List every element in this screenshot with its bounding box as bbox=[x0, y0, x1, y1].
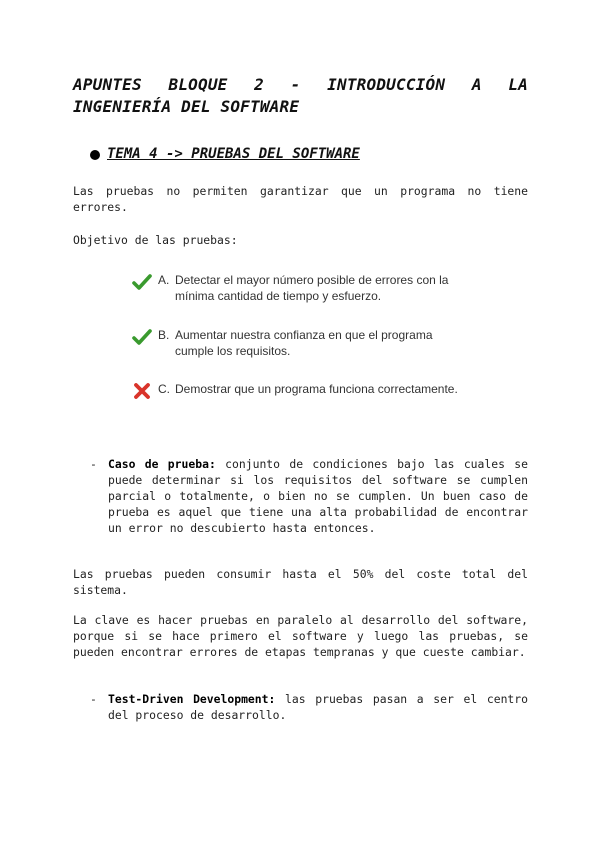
term-definition: conjunto de condiciones bajo las cuales se puede determinar si los requisitos del software se cumplen parcial o totalmente, o bien no se cumplen. Un buen caso de prueba es aquel que tiene una alta probabilidad de encontrar un error no descubierto hasta entonces. bbox=[108, 457, 529, 535]
term-label: Test-Driven Development: bbox=[108, 692, 276, 706]
bullet-dot-icon bbox=[90, 150, 100, 160]
objective-letter: B. bbox=[158, 328, 170, 342]
list-item-body bbox=[108, 456, 528, 536]
page-title: APUNTES BLOQUE 2 - INTRODUCCIÓN A LA INGENIERÍA DEL SOFTWARE bbox=[73, 75, 528, 116]
list-dash: - bbox=[90, 457, 97, 471]
term-label: Caso de prueba: bbox=[108, 457, 216, 471]
objective-text: Aumentar nuestra confianza en que el programa cumple los requisitos. bbox=[175, 328, 433, 358]
list-item-tdd bbox=[90, 691, 528, 723]
objective-label: Objetivo de las pruebas: bbox=[73, 233, 238, 247]
term-definition: las pruebas pasan a ser el centro del proceso de desarrollo. bbox=[108, 692, 528, 722]
check-icon bbox=[132, 272, 152, 292]
key-paragraph: La clave es hacer pruebas en paralelo al desarrollo del software, porque si se hace primero el software y luego las pruebas, se pueden encontrar errores de etapas tempranas y que cueste cambiar. bbox=[73, 613, 528, 659]
objective-letter: C. bbox=[158, 382, 170, 396]
list-dash: - bbox=[90, 692, 97, 706]
list-item-test-case bbox=[90, 456, 528, 536]
cross-icon bbox=[132, 381, 152, 401]
objective-text: Demostrar que un programa funciona correctamente. bbox=[175, 382, 458, 396]
objective-item-c bbox=[132, 381, 495, 401]
intro-paragraph: Las pruebas no permiten garantizar que un programa no tiene errores. bbox=[73, 184, 528, 214]
cost-paragraph: Las pruebas pueden consumir hasta el 50% del coste total del sistema. bbox=[73, 567, 528, 597]
objective-item-b bbox=[132, 327, 465, 359]
objective-text: Detectar el mayor número posible de errores con la mínima cantidad de tiempo y esfuerzo. bbox=[175, 273, 449, 303]
objective-item-a bbox=[132, 272, 465, 304]
topic-heading bbox=[90, 146, 360, 162]
list-item-body bbox=[108, 691, 528, 723]
objective-letter: A. bbox=[158, 273, 170, 287]
check-icon bbox=[132, 327, 152, 347]
topic-title: TEMA 4 -> PRUEBAS DEL SOFTWARE bbox=[107, 146, 360, 162]
